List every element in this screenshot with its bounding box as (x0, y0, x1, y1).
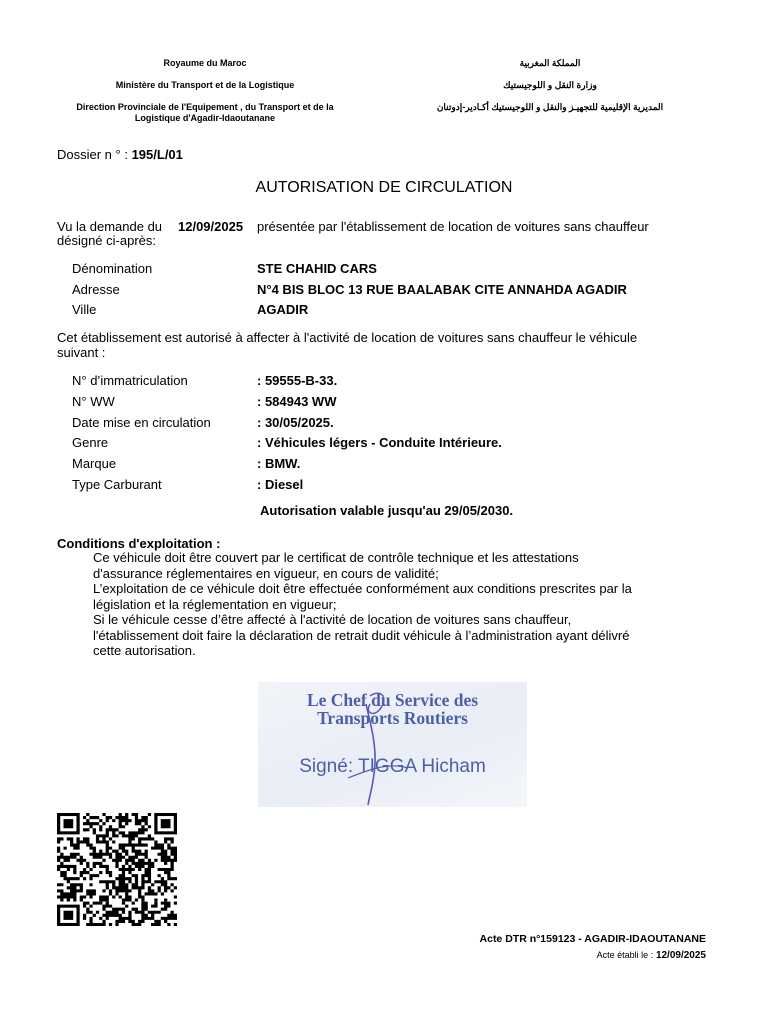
authorization-text-line2: suivant : (57, 345, 106, 360)
conditions-line: L’exploitation de ce véhicule doit être effectuée conformément aux conditions prescrites par la (93, 581, 632, 596)
header-kingdom-fr: Royaume du Maroc (163, 58, 247, 68)
request-suffix: présentée par l'établissement de location de voitures sans chauffeur (257, 219, 649, 234)
dossier-number: 195/L/01 (131, 147, 183, 162)
establishment-city-label: Ville (72, 302, 97, 317)
vehicle-date-value: : 30/05/2025. (257, 415, 334, 430)
stamp-title-line2: Transports Routiers (317, 708, 468, 728)
establishment-city-value: AGADIR (257, 302, 309, 317)
conditions-heading: Conditions d'exploitation : (57, 536, 221, 551)
conditions-line: Si le véhicule cesse d’être affecté à l'activité de location de voitures sans chauffeur, (93, 612, 572, 627)
establishment-address-value: N°4 BIS BLOC 13 RUE BAALABAK CITE ANNAHDA AGADIR (257, 282, 627, 297)
authorization-text-line1: Cet établissement est autorisé à affecter à l'activité de location de voitures sans chauffeur le véhicule (57, 330, 638, 345)
vehicle-brand-label: Marque (72, 456, 117, 471)
conditions-line: cette autorisation. (93, 643, 196, 658)
vehicle-fuel-value: : Diesel (257, 477, 304, 492)
dossier-label: Dossier n ° : (57, 147, 128, 162)
header-kingdom-ar: المملكة المغربية (519, 58, 581, 68)
conditions-line: législation et la réglementation en vigueur; (93, 597, 337, 612)
validity-statement: Autorisation valable jusqu'au 29/05/2030. (260, 503, 514, 518)
act-established-date: 12/09/2025 (655, 950, 706, 961)
vehicle-genre-label: Genre (72, 435, 109, 450)
signature-scribble-icon (258, 682, 527, 807)
establishment-name-value: STE CHAHID CARS (257, 261, 377, 276)
vehicle-ww-label: N° WW (72, 394, 115, 409)
vehicle-genre-value: : Véhicules légers - Conduite Intérieure. (257, 435, 502, 450)
conditions-line: l'établissement doit faire la déclaration de retrait dudit véhicule à l’administration ayant délivré (93, 628, 630, 643)
header-direction-ar: المديرية الإقليمية للتجهيـز والنقل و اللوجيستيك أكـادير-إدوتنان (436, 102, 664, 112)
act-established (597, 950, 706, 961)
vehicle-fuel-label: Type Carburant (72, 477, 162, 492)
stamp-signed: Signé: TIGGA Hicham (299, 756, 486, 777)
header-direction-fr-line1: Direction Provinciale de l'Equipement , du Transport et de la (76, 102, 334, 112)
header-ministry-ar: وزارة النقل و اللوجيستيك (503, 80, 597, 90)
act-reference: Acte DTR n°159123 - AGADIR-IDAOUTANANE (479, 933, 706, 945)
vehicle-registration-value: : 59555-B-33. (257, 373, 338, 388)
act-established-label: Acte établi le : (596, 950, 654, 960)
header-direction-fr-line2: Logistique d'Agadir-Idaoutanane (134, 113, 276, 123)
vehicle-registration-label: N° d’immatriculation (72, 373, 188, 388)
request-date: 12/09/2025 (178, 219, 244, 234)
signature-stamp (258, 682, 527, 807)
qr-code-icon (57, 813, 177, 926)
vehicle-brand-value: : BMW. (257, 456, 301, 471)
document-title: AUTORISATION DE CIRCULATION (255, 179, 513, 196)
request-line2: désigné ci-après: (57, 233, 156, 248)
stamp-title-line1: Le Chef du Service des (306, 690, 479, 710)
conditions-line: d'assurance réglementaires en vigueur, en cours de validité; (93, 566, 439, 581)
conditions-line: Ce véhicule doit être couvert par le certificat de contrôle technique et les attestations (93, 550, 579, 565)
request-prefix: Vu la demande du (57, 219, 163, 234)
establishment-address-label: Adresse (72, 282, 120, 297)
header-ministry-fr: Ministère du Transport et de la Logistique (115, 80, 295, 90)
dossier (57, 147, 183, 162)
vehicle-date-label: Date mise en circulation (72, 415, 211, 430)
establishment-name-label: Dénomination (72, 261, 153, 276)
vehicle-ww-value: : 584943 WW (257, 394, 337, 409)
